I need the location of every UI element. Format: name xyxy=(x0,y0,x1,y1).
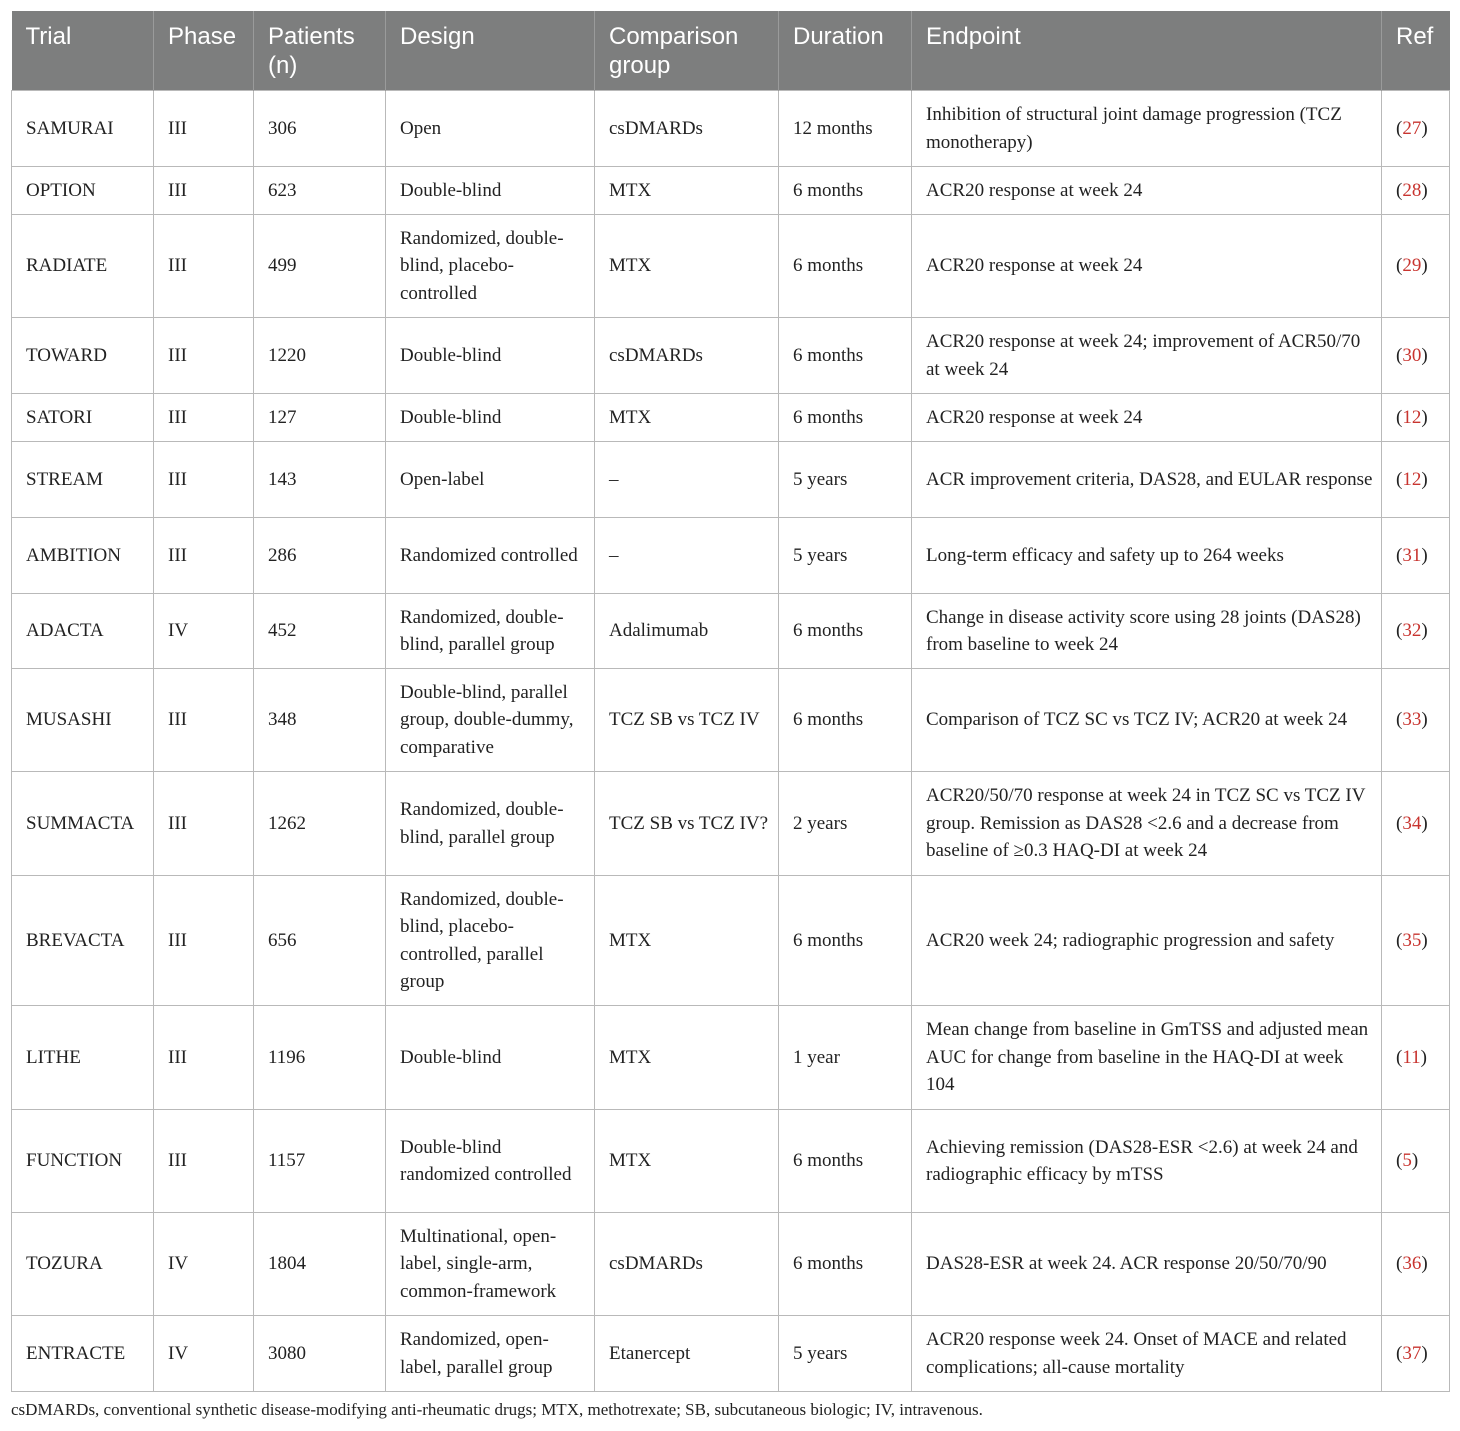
table-footnote: csDMARDs, conventional synthetic disease-modifying anti-rheumatic drugs; MTX, methotrexate; SB, subcutaneous biologic; IV, intravenous. xyxy=(11,1400,983,1419)
table-row xyxy=(12,442,1450,518)
table-row xyxy=(12,394,1450,442)
cell-duration: 1 year xyxy=(779,1006,912,1110)
cell-phase: III xyxy=(154,669,254,772)
cell-trial: BREVACTA xyxy=(12,876,154,1006)
cell-duration: 5 years xyxy=(779,1316,912,1392)
cell-trial: AMBITION xyxy=(12,518,154,594)
ref-link[interactable]: 27 xyxy=(1402,117,1422,139)
cell-comparison-group: – xyxy=(595,442,779,518)
cell-ref: (29) xyxy=(1382,215,1450,318)
header-duration: Duration xyxy=(779,11,912,91)
cell-ref: (27) xyxy=(1382,91,1450,167)
table-row xyxy=(12,772,1450,876)
cell-design: Double-blind randomized controlled xyxy=(386,1110,595,1213)
table-row xyxy=(12,1316,1450,1392)
cell-endpoint: ACR improvement criteria, DAS28, and EULAR response xyxy=(912,442,1382,518)
table-row xyxy=(12,91,1450,167)
cell-trial: MUSASHI xyxy=(12,669,154,772)
cell-ref: (12) xyxy=(1382,394,1450,442)
cell-phase: III xyxy=(154,215,254,318)
cell-phase: IV xyxy=(154,1213,254,1316)
header-patients: Patients (n) xyxy=(254,11,386,91)
cell-comparison-group: csDMARDs xyxy=(595,91,779,167)
cell-endpoint: Inhibition of structural joint damage progression (TCZ monotherapy) xyxy=(912,91,1382,167)
cell-duration: 6 months xyxy=(779,1213,912,1316)
header-endpoint: Endpoint xyxy=(912,11,1382,91)
cell-comparison-group: MTX xyxy=(595,167,779,215)
cell-trial: RADIATE xyxy=(12,215,154,318)
cell-ref: (32) xyxy=(1382,594,1450,669)
cell-phase: III xyxy=(154,518,254,594)
cell-ref: (36) xyxy=(1382,1213,1450,1316)
ref-link[interactable]: 32 xyxy=(1402,620,1422,642)
ref-link[interactable]: 34 xyxy=(1402,812,1422,834)
cell-ref: (28) xyxy=(1382,167,1450,215)
cell-endpoint: ACR20/50/70 response at week 24 in TCZ SC vs TCZ IV group. Remission as DAS28 <2.6 and a decrease from baseline of ≥0.3 HAQ-DI at week 24 xyxy=(912,772,1382,876)
cell-trial: OPTION xyxy=(12,167,154,215)
ref-link[interactable]: 30 xyxy=(1402,344,1422,366)
cell-comparison-group: MTX xyxy=(595,1006,779,1110)
cell-phase: III xyxy=(154,442,254,518)
cell-patients: 623 xyxy=(254,167,386,215)
cell-ref: (34) xyxy=(1382,772,1450,876)
table-row xyxy=(12,594,1450,669)
ref-link[interactable]: 11 xyxy=(1402,1046,1421,1068)
table-row xyxy=(12,167,1450,215)
cell-duration: 6 months xyxy=(779,876,912,1006)
table-row xyxy=(12,518,1450,594)
cell-comparison-group: MTX xyxy=(595,394,779,442)
cell-comparison-group: MTX xyxy=(595,215,779,318)
ref-link[interactable]: 33 xyxy=(1402,709,1422,731)
table-row xyxy=(12,318,1450,394)
cell-ref: (11) xyxy=(1382,1006,1450,1110)
table-row xyxy=(12,215,1450,318)
cell-design: Double-blind xyxy=(386,318,595,394)
table-row xyxy=(12,669,1450,772)
cell-trial: LITHE xyxy=(12,1006,154,1110)
cell-ref: (35) xyxy=(1382,876,1450,1006)
cell-endpoint: ACR20 response at week 24 xyxy=(912,215,1382,318)
cell-design: Randomized, open-label, parallel group xyxy=(386,1316,595,1392)
cell-design: Double-blind xyxy=(386,1006,595,1110)
cell-duration: 12 months xyxy=(779,91,912,167)
ref-link[interactable]: 5 xyxy=(1402,1150,1412,1172)
cell-patients: 1262 xyxy=(254,772,386,876)
cell-comparison-group: Adalimumab xyxy=(595,594,779,669)
cell-endpoint: ACR20 week 24; radiographic progression and safety xyxy=(912,876,1382,1006)
cell-endpoint: Long-term efficacy and safety up to 264 weeks xyxy=(912,518,1382,594)
ref-link[interactable]: 28 xyxy=(1402,179,1422,201)
cell-ref: (37) xyxy=(1382,1316,1450,1392)
ref-link[interactable]: 37 xyxy=(1402,1342,1422,1364)
cell-endpoint: ACR20 response at week 24 xyxy=(912,394,1382,442)
cell-patients: 1220 xyxy=(254,318,386,394)
cell-comparison-group: TCZ SB vs TCZ IV? xyxy=(595,772,779,876)
cell-trial: SAMURAI xyxy=(12,91,154,167)
cell-duration: 6 months xyxy=(779,215,912,318)
cell-trial: STREAM xyxy=(12,442,154,518)
cell-patients: 1804 xyxy=(254,1213,386,1316)
cell-duration: 6 months xyxy=(779,594,912,669)
cell-design: Randomized controlled xyxy=(386,518,595,594)
cell-design: Double-blind xyxy=(386,394,595,442)
trials-table xyxy=(11,11,1450,1392)
table-row xyxy=(12,1213,1450,1316)
cell-patients: 127 xyxy=(254,394,386,442)
cell-duration: 2 years xyxy=(779,772,912,876)
table-row xyxy=(12,1006,1450,1110)
ref-link[interactable]: 12 xyxy=(1402,406,1422,428)
cell-endpoint: ACR20 response at week 24 xyxy=(912,167,1382,215)
cell-endpoint: ACR20 response week 24. Onset of MACE and related complications; all-cause mortality xyxy=(912,1316,1382,1392)
cell-trial: SATORI xyxy=(12,394,154,442)
ref-link[interactable]: 31 xyxy=(1402,544,1422,566)
cell-duration: 6 months xyxy=(779,167,912,215)
cell-duration: 6 months xyxy=(779,394,912,442)
cell-duration: 5 years xyxy=(779,518,912,594)
cell-trial: TOWARD xyxy=(12,318,154,394)
cell-design: Multinational, open-label, single-arm, common-framework xyxy=(386,1213,595,1316)
cell-comparison-group: MTX xyxy=(595,1110,779,1213)
cell-phase: III xyxy=(154,876,254,1006)
cell-trial: TOZURA xyxy=(12,1213,154,1316)
ref-link[interactable]: 12 xyxy=(1402,468,1422,490)
cell-trial: FUNCTION xyxy=(12,1110,154,1213)
cell-phase: III xyxy=(154,1006,254,1110)
cell-design: Open xyxy=(386,91,595,167)
cell-design: Randomized, double-blind, parallel group xyxy=(386,772,595,876)
header-ref: Ref xyxy=(1382,11,1450,91)
cell-design: Randomized, double-blind, placebo-controlled xyxy=(386,215,595,318)
cell-trial: ADACTA xyxy=(12,594,154,669)
cell-patients: 348 xyxy=(254,669,386,772)
cell-trial: SUMMACTA xyxy=(12,772,154,876)
cell-comparison-group: csDMARDs xyxy=(595,1213,779,1316)
table-header-row xyxy=(12,11,1450,91)
cell-comparison-group: – xyxy=(595,518,779,594)
cell-phase: III xyxy=(154,167,254,215)
cell-endpoint: DAS28-ESR at week 24. ACR response 20/50/70/90 xyxy=(912,1213,1382,1316)
ref-link[interactable]: 36 xyxy=(1402,1253,1422,1275)
cell-endpoint: Comparison of TCZ SC vs TCZ IV; ACR20 at week 24 xyxy=(912,669,1382,772)
cell-endpoint: Achieving remission (DAS28-ESR <2.6) at week 24 and radiographic efficacy by mTSS xyxy=(912,1110,1382,1213)
cell-endpoint: Change in disease activity score using 28 joints (DAS28) from baseline to week 24 xyxy=(912,594,1382,669)
cell-patients: 1157 xyxy=(254,1110,386,1213)
cell-comparison-group: MTX xyxy=(595,876,779,1006)
cell-patients: 3080 xyxy=(254,1316,386,1392)
cell-duration: 6 months xyxy=(779,318,912,394)
cell-phase: III xyxy=(154,772,254,876)
cell-duration: 5 years xyxy=(779,442,912,518)
ref-link[interactable]: 35 xyxy=(1402,929,1422,951)
table-body xyxy=(12,91,1450,1392)
cell-ref: (30) xyxy=(1382,318,1450,394)
table-row xyxy=(12,1110,1450,1213)
cell-phase: III xyxy=(154,91,254,167)
cell-duration: 6 months xyxy=(779,1110,912,1213)
cell-design: Double-blind xyxy=(386,167,595,215)
cell-ref: (33) xyxy=(1382,669,1450,772)
cell-phase: III xyxy=(154,318,254,394)
cell-patients: 656 xyxy=(254,876,386,1006)
cell-patients: 452 xyxy=(254,594,386,669)
cell-phase: III xyxy=(154,1110,254,1213)
ref-link[interactable]: 29 xyxy=(1402,255,1422,277)
cell-patients: 143 xyxy=(254,442,386,518)
table-row xyxy=(12,876,1450,1006)
cell-comparison-group: TCZ SB vs TCZ IV xyxy=(595,669,779,772)
cell-comparison-group: csDMARDs xyxy=(595,318,779,394)
header-design: Design xyxy=(386,11,595,91)
header-phase: Phase xyxy=(154,11,254,91)
cell-duration: 6 months xyxy=(779,669,912,772)
cell-design: Randomized, double-blind, parallel group xyxy=(386,594,595,669)
cell-ref: (31) xyxy=(1382,518,1450,594)
cell-phase: IV xyxy=(154,1316,254,1392)
cell-patients: 306 xyxy=(254,91,386,167)
cell-patients: 286 xyxy=(254,518,386,594)
cell-comparison-group: Etanercept xyxy=(595,1316,779,1392)
cell-phase: III xyxy=(154,394,254,442)
cell-patients: 1196 xyxy=(254,1006,386,1110)
cell-ref: (5) xyxy=(1382,1110,1450,1213)
header-trial: Trial xyxy=(12,11,154,91)
header-comparison-group: Comparison group xyxy=(595,11,779,91)
cell-design: Open-label xyxy=(386,442,595,518)
cell-trial: ENTRACTE xyxy=(12,1316,154,1392)
cell-patients: 499 xyxy=(254,215,386,318)
cell-endpoint: Mean change from baseline in GmTSS and adjusted mean AUC for change from baseline in the HAQ-DI at week 104 xyxy=(912,1006,1382,1110)
trials-table-container xyxy=(11,11,1449,1392)
cell-phase: IV xyxy=(154,594,254,669)
cell-endpoint: ACR20 response at week 24; improvement of ACR50/70 at week 24 xyxy=(912,318,1382,394)
cell-ref: (12) xyxy=(1382,442,1450,518)
cell-design: Double-blind, parallel group, double-dummy, comparative xyxy=(386,669,595,772)
cell-design: Randomized, double-blind, placebo-controlled, parallel group xyxy=(386,876,595,1006)
